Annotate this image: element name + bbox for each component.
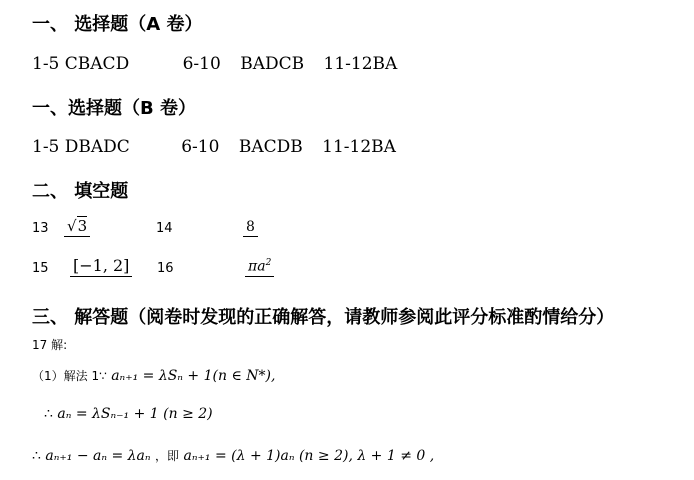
step-2-prefix: ∴ <box>44 406 53 422</box>
step-1-prefix: （1）解法 1∵ <box>32 369 107 383</box>
section-solve-heading: 三、 解答题（阅卷时发现的正确解答，请教师参阅此评分标准酌情给分） <box>32 307 615 328</box>
answer-14: 8 <box>243 219 258 237</box>
question-16-number: 16 <box>157 261 174 276</box>
section-fill-heading: 二、 填空题 <box>32 181 129 202</box>
step-1-formula: aₙ₊₁ = λSₙ + 1(n ∈ N*), <box>111 368 276 384</box>
question-17-label: 17 解: <box>32 338 68 352</box>
step-3-formula: aₙ₊₁ − aₙ = λaₙ <box>45 448 151 464</box>
step-2-formula: aₙ = λSₙ₋₁ + 1 (n ≥ 2) <box>57 406 213 422</box>
answer-16-base: πa <box>248 258 266 275</box>
section-b-answers <box>32 137 396 157</box>
radicand: 3 <box>77 217 88 235</box>
answer-16-exponent: 2 <box>265 258 272 268</box>
answer-group-11-12: 11-12BA <box>323 54 398 74</box>
answer-16 <box>245 258 274 277</box>
question-15-number: 15 <box>32 261 49 276</box>
section-a-answers <box>32 54 397 74</box>
section-a-heading: 一、 选择题（A 卷） <box>32 14 203 35</box>
step-3-connector: ，即 <box>155 449 180 463</box>
solution-step-1 <box>32 367 275 384</box>
radical-sign: √ <box>67 217 77 235</box>
section-b-heading: 一、选择题（B 卷） <box>32 98 196 119</box>
answer-15: [−1, 2] <box>70 256 132 277</box>
solution-step-3 <box>32 447 434 464</box>
answer-group-1-5: 1-5 DBADC <box>32 137 130 157</box>
answer-group-6-10-values: BACDB <box>238 137 303 157</box>
answer-group-11-12: 11-12BA <box>322 137 396 157</box>
step-3-formula-2: aₙ₊₁ = (λ + 1)aₙ (n ≥ 2), λ + 1 ≠ 0 , <box>183 448 435 464</box>
question-13-number: 13 <box>32 221 49 236</box>
answer-group-1-5: 1-5 CBACD <box>32 54 130 74</box>
answer-group-6-10-values: BADCB <box>240 54 305 74</box>
answer-group-6-10-label: 6-10 <box>182 54 221 74</box>
question-14-number: 14 <box>156 221 173 236</box>
answer-13 <box>64 217 90 237</box>
answer-group-6-10-label: 6-10 <box>181 137 220 157</box>
solution-step-2 <box>44 406 213 422</box>
step-3-prefix: ∴ <box>32 448 41 464</box>
